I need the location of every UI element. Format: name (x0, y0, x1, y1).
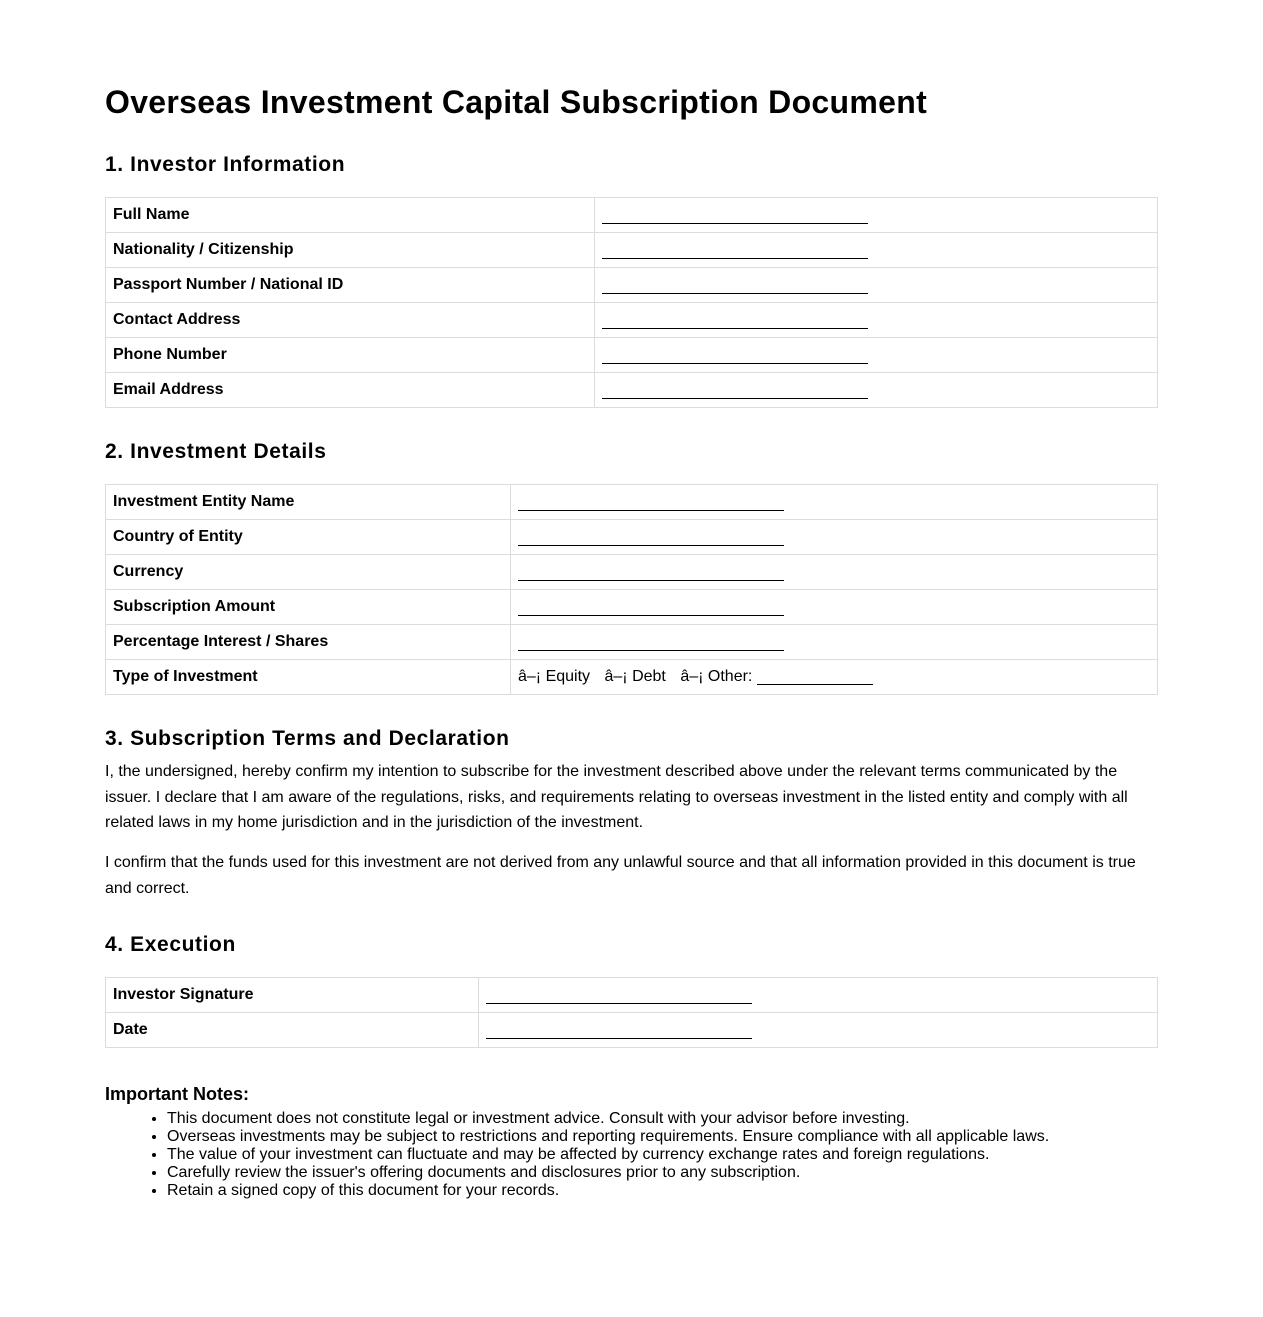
field-label: Subscription Amount (106, 590, 511, 625)
investment-details-table (105, 484, 1158, 695)
debt-checkbox[interactable]: â–¡ Debt (604, 668, 666, 685)
section-heading-subscription-terms: 3. Subscription Terms and Declaration (105, 727, 510, 750)
field-label: Country of Entity (106, 520, 511, 555)
investor-signature-field[interactable] (486, 989, 752, 1004)
investor-information-table (105, 197, 1158, 408)
field-label: Percentage Interest / Shares (106, 625, 511, 660)
field-label: Nationality / Citizenship (106, 233, 595, 268)
field-label: Currency (106, 555, 511, 590)
field-label: Type of Investment (106, 660, 511, 695)
table-row (106, 555, 1158, 590)
currency-field[interactable] (518, 566, 784, 581)
table-row (106, 1013, 1158, 1048)
field-label: Date (106, 1013, 479, 1048)
other-type-field[interactable] (757, 670, 873, 685)
field-label: Full Name (106, 198, 595, 233)
table-row (106, 978, 1158, 1013)
entity-name-field[interactable] (518, 496, 784, 511)
field-label: Investment Entity Name (106, 485, 511, 520)
table-row (106, 590, 1158, 625)
document-title: Overseas Investment Capital Subscription Document (105, 84, 928, 120)
section-heading-investment-details: 2. Investment Details (105, 440, 327, 463)
passport-id-field[interactable] (602, 279, 868, 294)
percentage-interest-field[interactable] (518, 636, 784, 651)
table-row (106, 303, 1158, 338)
list-item: • Retain a signed copy of this document for your records. (167, 1182, 1049, 1200)
field-label: Investor Signature (106, 978, 479, 1013)
list-item: • The value of your investment can fluctuate and may be affected by currency exchange rates and foreign regulations. (167, 1146, 1049, 1164)
funds-declaration-paragraph: I confirm that the funds used for this investment are not derived from any unlawful source and that all information provided in this document is true and correct. (105, 854, 1136, 897)
table-row (106, 198, 1158, 233)
date-field[interactable] (486, 1024, 752, 1039)
field-label: Contact Address (106, 303, 595, 338)
contact-address-field[interactable] (602, 314, 868, 329)
field-label: Email Address (106, 373, 595, 408)
nationality-field[interactable] (602, 244, 868, 259)
important-notes-list (105, 1110, 1049, 1200)
execution-table (105, 977, 1158, 1048)
table-row (106, 625, 1158, 660)
section-heading-execution: 4. Execution (105, 933, 236, 956)
declaration-paragraph: I, the undersigned, hereby confirm my intention to subscribe for the investment described above under the relevant terms communicated by the issuer. I declare that I am aware of the regulations, risks, and requirements relating to overseas investment in the listed entity and comply with all related laws in my home jurisdiction and in the jurisdiction of the investment. (105, 763, 1128, 831)
entity-country-field[interactable] (518, 531, 784, 546)
important-notes-heading: Important Notes: (105, 1084, 249, 1104)
phone-number-field[interactable] (602, 349, 868, 364)
equity-checkbox[interactable]: â–¡ Equity (518, 668, 591, 685)
table-row (106, 660, 1158, 695)
table-row (106, 373, 1158, 408)
field-label: Phone Number (106, 338, 595, 373)
list-item: • Overseas investments may be subject to restrictions and reporting requirements. Ensure compliance with all applicable laws. (167, 1128, 1049, 1146)
other-checkbox[interactable]: â–¡ Other: (680, 668, 753, 685)
email-address-field[interactable] (602, 384, 868, 399)
full-name-field[interactable] (602, 209, 868, 224)
table-row (106, 485, 1158, 520)
field-label: Passport Number / National ID (106, 268, 595, 303)
list-item: • This document does not constitute legal or investment advice. Consult with your advisor before investing. (167, 1110, 1049, 1128)
table-row (106, 338, 1158, 373)
list-item: • Carefully review the issuer's offering documents and disclosures prior to any subscription. (167, 1164, 1049, 1182)
table-row (106, 520, 1158, 555)
table-row (106, 268, 1158, 303)
table-row (106, 233, 1158, 268)
subscription-amount-field[interactable] (518, 601, 784, 616)
section-heading-investor-information: 1. Investor Information (105, 153, 346, 176)
